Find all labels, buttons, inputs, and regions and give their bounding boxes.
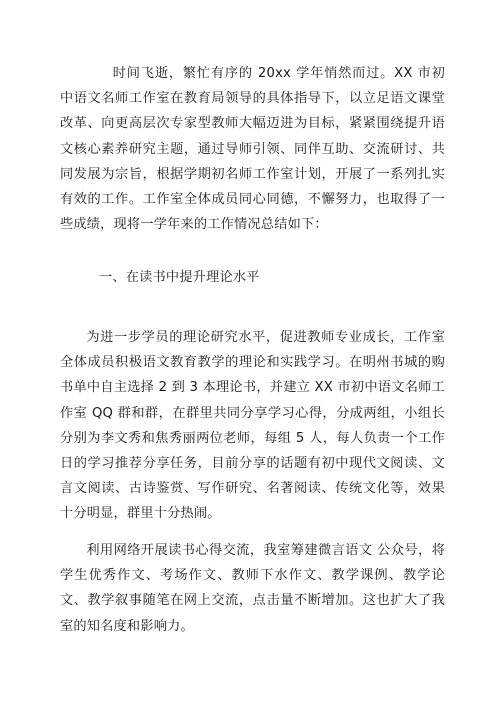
body-paragraph-network: 利用网络开展读书心得交流，我室筹建微言语文 公众号，将学生优秀作文、考场作文、教师下水作文、教学课例、教学论文、教学叙事随笔在网上交流，点击量不断增加。这也扩大了我室的知名度和影响力。 xyxy=(60,543,445,634)
section-heading: 一、在读书中提升理论水平 xyxy=(99,270,260,285)
body-paragraph-reading: 为进一步学员的理论研究水平，促进教师专业成长，工作室全体成员积极语文教育教学的理论和实践学习。在明州书城的购书单中自主选择 2 到 3 本理论书，并建立 XX 市初中语文名师工作室 QQ 群和群，在群里共同分享学习心得，分成两组，小组长分别为李文秀和焦秀丽两位老师，每组 5 人，每人负责一个工作日的学习推荐分享任务，目前分享的话题有初中现代文阅读、文言文阅读、古诗鉴赏、写作研究、名著阅读、传统文化等，效果十分明显，群里十分热闹。 xyxy=(60,330,445,522)
intro-paragraph: 时间飞逝，繁忙有序的 20xx 学年悄然而过。XX 市初中语文名师工作室在教育局领导的具体指导下，以立足语文课堂改革、向更高层次专家型教师大幅迈进为目标，紧紧围绕提升语文核心素养研究主题，通过导师引领、同伴互助、交流研讨、共同发展为宗旨，根据学期初名师工作室计划，开展了一系列扎实有效的工作。工作室全体成员同心同德，不懈努力，也取得了一些成绩，现将一学年来的工作情况总结如下： xyxy=(60,66,445,233)
